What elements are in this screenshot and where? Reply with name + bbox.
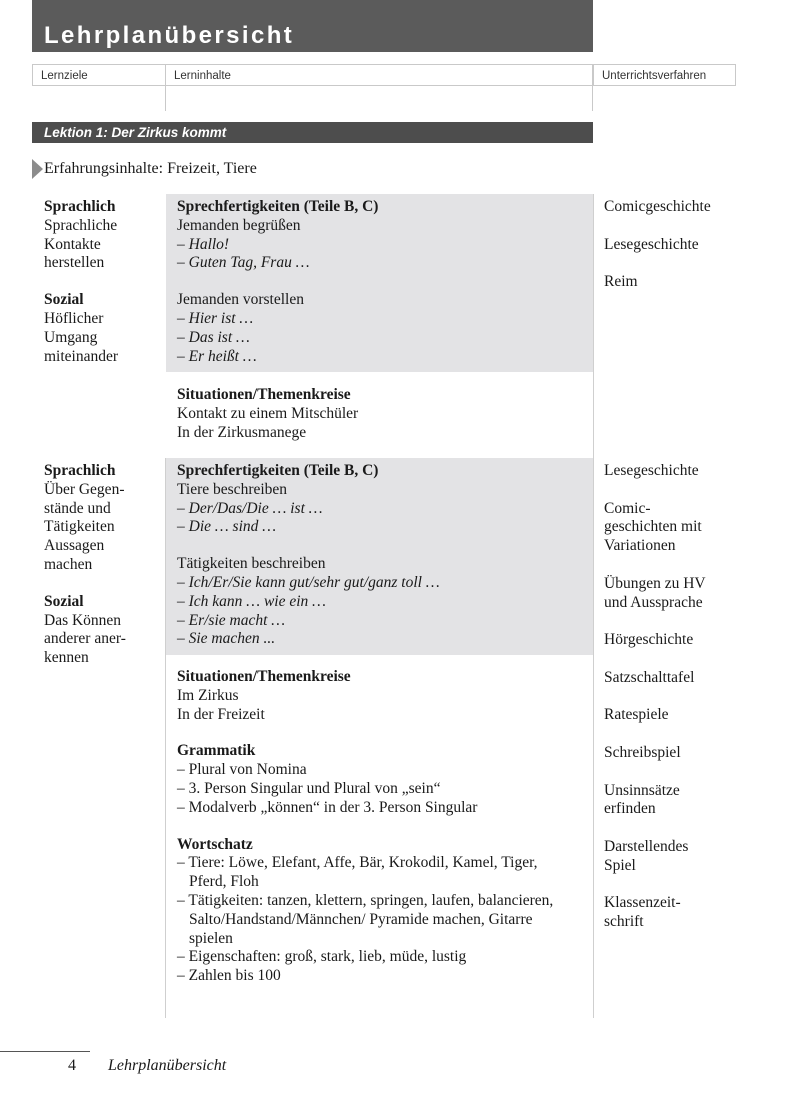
method-item: erfinden <box>604 800 656 818</box>
section-heading: Sprechfertigkeiten (Teile B, C) <box>177 462 379 479</box>
content-line: Tätigkeiten beschreiben <box>177 555 326 573</box>
content-line: Jemanden vorstellen <box>177 291 304 309</box>
example-line: – Die … sind … <box>177 518 277 536</box>
method-item: Darstellendes <box>604 837 689 855</box>
content-speaking-1 <box>177 198 587 366</box>
content-line: In der Freizeit <box>177 705 265 723</box>
column-divider-left <box>165 458 166 1018</box>
method-item: Hörgeschichte <box>604 631 694 649</box>
column-header-lerninhalte: Lerninhalte <box>165 64 593 86</box>
method-item: Reim <box>604 273 638 291</box>
method-item: Lesegeschichte <box>604 462 699 479</box>
page-number: 4 <box>68 1057 76 1074</box>
example-line: – Er heißt … <box>177 347 257 365</box>
content-situations-1 <box>177 386 587 442</box>
method-item: Klassenzeit- <box>604 894 681 912</box>
method-item: schrift <box>604 913 644 931</box>
goal-line: Sprachliche <box>44 216 118 234</box>
page-title: Lehrplanübersicht <box>44 22 295 49</box>
goal-line: Das Können <box>44 611 122 629</box>
goal-heading: Sprachlich <box>44 462 116 479</box>
methods-section-2 <box>604 462 764 932</box>
section-heading: Situationen/Themenkreise <box>177 668 351 685</box>
section-heading: Wortschatz <box>177 835 253 853</box>
content-line: – Modalverb „können“ in der 3. Person Singular <box>177 798 478 816</box>
vocab-item: – Tiere: Löwe, Elefant, Affe, Bär, Krokodil, Kamel, Tiger, Pferd, Floh <box>177 854 538 891</box>
example-line: – Sie machen ... <box>177 630 276 648</box>
content-speaking-2 <box>177 462 587 649</box>
goal-heading: Sprachlich <box>44 198 116 215</box>
goal-line: Kontakte <box>44 235 101 253</box>
goal-line: anderer aner- <box>44 630 126 648</box>
vocab-item: – Tätigkeiten: tanzen, klettern, springen, laufen, balancieren, Salto/Handstand/Männchen/ Pyramide machen, Gitarre spielen <box>177 891 554 947</box>
method-item: Comicgeschichte <box>604 198 711 215</box>
goal-heading: Sozial <box>44 291 84 309</box>
content-line: Im Zirkus <box>177 686 239 704</box>
vocab-item: – Eigenschaften: groß, stark, lieb, müde, lustig <box>177 948 467 966</box>
footer-rule <box>0 1051 90 1052</box>
goals-section-1 <box>44 198 164 366</box>
column-header-unterrichtsverfahren: Unterrichtsverfahren <box>593 64 736 86</box>
example-line: – Er/sie macht … <box>177 611 286 629</box>
method-item: Variationen <box>604 537 676 555</box>
goals-section-2 <box>44 462 164 668</box>
example-line: – Hier ist … <box>177 309 254 327</box>
method-item: Comic- <box>604 499 651 517</box>
section-heading: Grammatik <box>177 742 256 760</box>
content-line: – 3. Person Singular und Plural von „sein“ <box>177 779 441 797</box>
method-item: geschichten mit <box>604 518 702 536</box>
goal-heading: Sozial <box>44 592 84 610</box>
method-item: Spiel <box>604 856 636 874</box>
goal-line: Tätigkeiten <box>44 518 115 536</box>
content-line: Kontakt zu einem Mitschüler <box>177 404 359 422</box>
footer-title: Lehrplanübersicht <box>108 1057 227 1074</box>
goal-line: stände und <box>44 499 111 517</box>
example-line: – Ich/Er/Sie kann gut/sehr gut/ganz toll … <box>177 573 440 591</box>
example-line: – Der/Das/Die … ist … <box>177 499 323 517</box>
method-item: Lesegeschichte <box>604 235 699 253</box>
method-item: Schreibspiel <box>604 743 681 761</box>
goal-line: Höflicher <box>44 309 104 327</box>
title-bar <box>32 0 593 52</box>
example-line: – Guten Tag, Frau … <box>177 254 310 272</box>
goal-line: herstellen <box>44 254 105 272</box>
method-item: Unsinnsätze <box>604 781 680 799</box>
triangle-arrow-icon <box>32 159 43 179</box>
method-item: Satzschalttafel <box>604 668 695 686</box>
content-line: In der Zirkusmanege <box>177 423 307 441</box>
lesson-bar <box>32 122 593 143</box>
column-header-spacer <box>165 86 593 111</box>
experience-text: Erfahrungsinhalte: Freizeit, Tiere <box>44 160 257 177</box>
methods-section-1 <box>604 198 754 292</box>
example-line: – Hallo! <box>177 235 230 253</box>
goal-line: kennen <box>44 649 89 667</box>
section-heading: Situationen/Themenkreise <box>177 386 351 403</box>
goal-line: Umgang <box>44 328 98 346</box>
column-divider-right <box>593 194 594 1018</box>
content-details-2 <box>177 668 587 986</box>
vocab-item: – Zahlen bis 100 <box>177 967 281 985</box>
goal-line: Aussagen <box>44 537 105 555</box>
lesson-title: Lektion 1: Der Zirkus kommt <box>44 125 227 140</box>
method-item: und Aussprache <box>604 593 703 611</box>
method-item: Übungen zu HV <box>604 574 706 592</box>
content-line: Jemanden begrüßen <box>177 216 301 234</box>
section-heading: Sprechfertigkeiten (Teile B, C) <box>177 198 379 215</box>
method-item: Ratespiele <box>604 706 669 724</box>
goal-line: Über Gegen- <box>44 480 125 498</box>
goal-line: machen <box>44 555 93 573</box>
goal-line: miteinander <box>44 347 119 365</box>
content-line: Tiere beschreiben <box>177 480 288 498</box>
content-line: – Plural von Nomina <box>177 761 307 779</box>
column-header-lernziele: Lernziele <box>32 64 166 86</box>
example-line: – Das ist … <box>177 328 250 346</box>
example-line: – Ich kann … wie ein … <box>177 592 326 610</box>
